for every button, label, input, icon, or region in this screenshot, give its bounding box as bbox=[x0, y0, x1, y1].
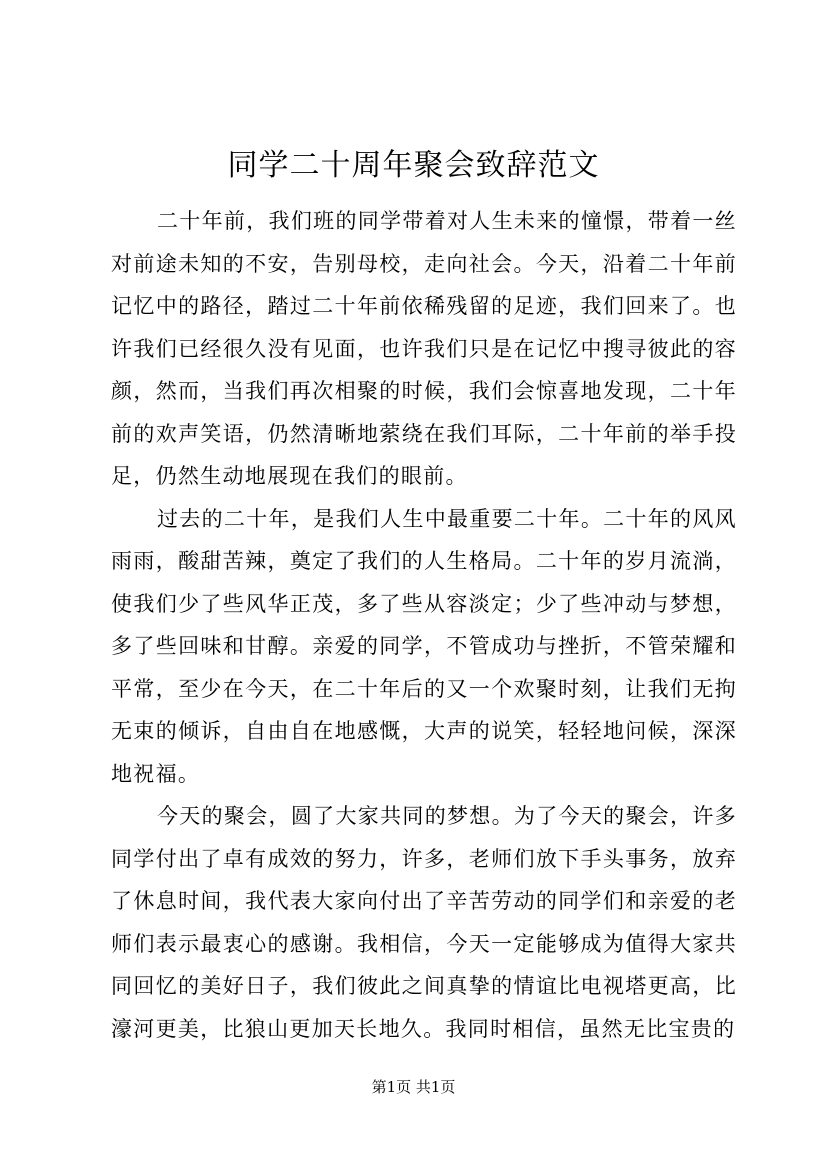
paragraph-3: 今天的聚会，圆了大家共同的梦想。为了今天的聚会，许多同学付出了卓有成效的努力，许多，老师们放下手头事务，放弃了休息时间，我代表大家向付出了辛苦劳动的同学们和亲爱的老师们表示最衷心的感谢。我相信，今天一定能够成为值得大家共同回忆的美好日子，我们彼此之间真挚的情谊比电视塔更高，比濠河更美，比狼山更加天长地久。我同时相信，虽然无比宝贵的 bbox=[111, 804, 737, 1041]
paragraph-1: 二十年前，我们班的同学带着对人生未来的憧憬，带着一丝对前途未知的不安，告别母校，走向社会。今天，沿着二十年前记忆中的路径，踏过二十年前依稀残留的足迹，我们回来了。也许我们已经很久没有见面，也许我们只是在记忆中搜寻彼此的容颜，然而，当我们再次相聚的时候，我们会惊喜地发现，二十年前的欢声笑语，仍然清晰地萦绕在我们耳际，二十年前的举手投足，仍然生动地展现在我们的眼前。 bbox=[111, 209, 737, 488]
paragraph-2: 过去的二十年，是我们人生中最重要二十年。二十年的风风雨雨，酸甜苦辣，奠定了我们的人生格局。二十年的岁月流淌，使我们少了些风华正茂，多了些从容淡定；少了些冲动与梦想，多了些回味和甘醇。亲爱的同学，不管成功与挫折，不管荣耀和平常，至少在今天，在二十年后的又一个欢聚时刻，让我们无拘无束的倾诉，自由自在地感慨，大声的说笑，轻轻地问候，深深地祝福。 bbox=[111, 506, 737, 786]
document-body bbox=[111, 200, 737, 1050]
page-number-footer: 第1页 共1页 bbox=[371, 1078, 456, 1096]
document-title: 同学二十周年聚会致辞范文 bbox=[227, 148, 600, 183]
